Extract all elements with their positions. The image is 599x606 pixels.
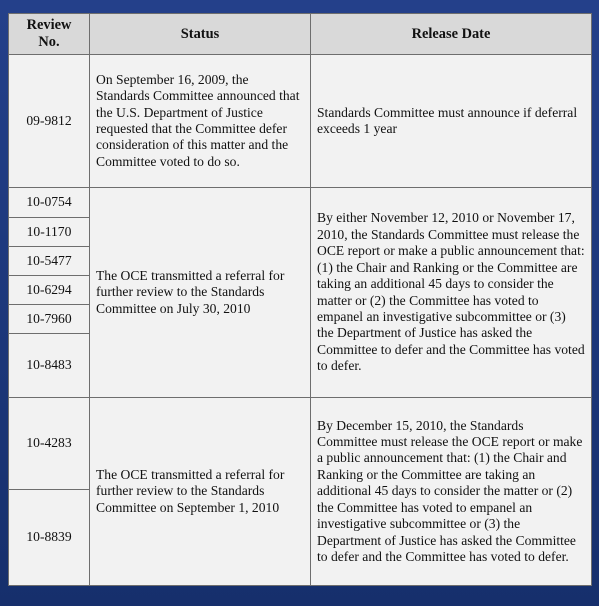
table-row [9,188,592,218]
review-number: 10-6294 [9,276,90,305]
status-cell: The OCE transmitted a referral for further review to the Standards Committee on July 30, 2010 [90,188,311,398]
release-date-cell: By either November 12, 2010 or November 17, 2010, the Standards Committee must release the OCE report or make a public announcement that: (1) the Chair and Ranking or the Committee are taking an additional 45 days to consider the matter or (2) the Committee has voted to empanel an investigative subcommittee or (3) the Department of Justice has asked the Committee to defer and the Committee has voted to defer. [311,188,592,398]
review-number: 09-9812 [9,55,90,188]
table-row [9,55,592,188]
header-release-date: Release Date [311,14,592,55]
review-number: 10-4283 [9,398,90,490]
review-number: 10-0754 [9,188,90,218]
header-review-no: Review No. [9,14,90,55]
review-number: 10-5477 [9,247,90,276]
status-cell: The OCE transmitted a referral for further review to the Standards Committee on September 1, 2010 [90,398,311,586]
release-date-cell: Standards Committee must announce if deferral exceeds 1 year [311,55,592,188]
table-row [9,398,592,490]
review-number: 10-8483 [9,334,90,398]
status-cell: On September 16, 2009, the Standards Committee announced that the U.S. Department of Justice requested that the Committee defer consideration of this matter and the Committee voted to do so. [90,55,311,188]
header-status: Status [90,14,311,55]
review-number: 10-1170 [9,218,90,247]
review-number: 10-8839 [9,490,90,586]
table-header-row [9,14,592,55]
release-date-cell: By December 15, 2010, the Standards Committee must release the OCE report or make a public announcement that: (1) the Chair and Ranking or the Committee are taking an additional 45 days to consider the matter or (2) the Committee has voted to empanel an investigative subcommittee or (3) the Department of Justice has asked the Committee to defer and the Committee has voted to defer. [311,398,592,586]
review-status-table [8,13,592,586]
review-number: 10-7960 [9,305,90,334]
